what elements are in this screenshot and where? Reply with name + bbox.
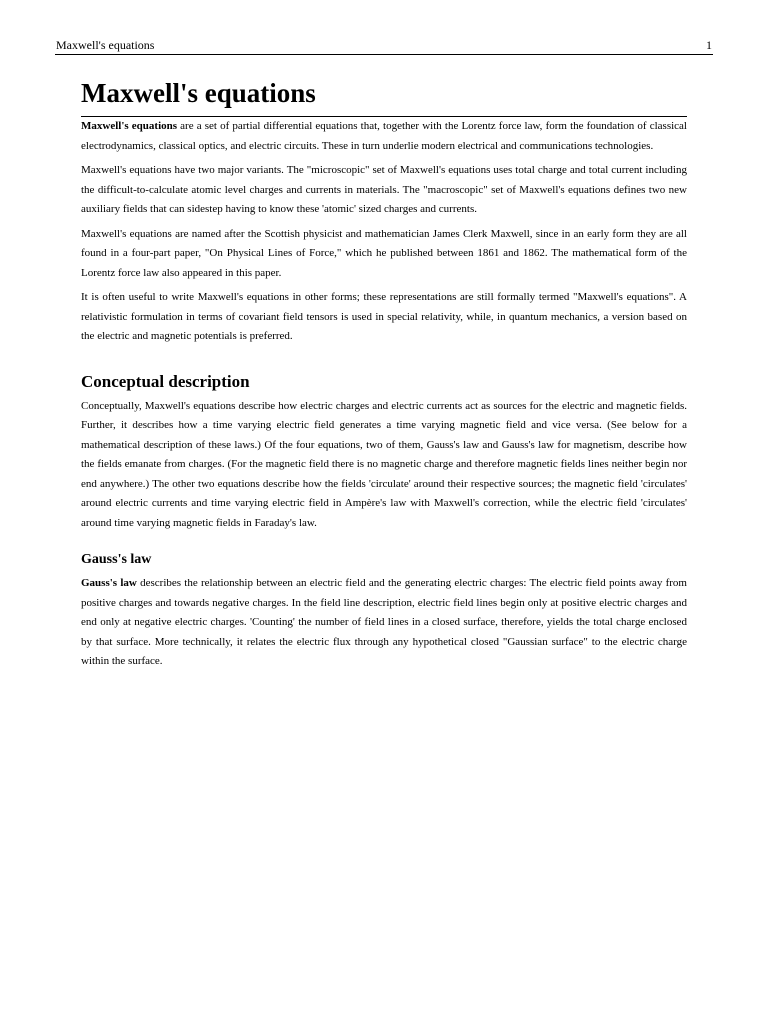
intro-paragraph-4: It is often useful to write Maxwell's equations in other forms; these representations are still formally termed "Maxwell's equations". A relativistic formulation in terms of covariant field tensors is used in special relativity, while, in quantum mechanics, a version based on the electric and magnetic potentials is preferred. [81,291,687,342]
page-number: 1 [706,38,712,52]
running-header-title: Maxwell's equations [56,38,155,52]
gauss-law-paragraph [81,574,687,672]
intro-paragraph-1 [81,117,687,156]
subsection-heading-gauss-law: Gauss's law [81,552,152,567]
running-header [55,38,713,55]
intro-lead-term: Maxwell's equations [81,120,178,132]
conceptual-description-paragraph: Conceptually, Maxwell's equations describe how electric charges and electric currents act as sources for the electric and magnetic fields. Further, it describes how a time varying electric field generates a time varying magnetic field and vice versa. (See below for a mathematical description of these laws.) Of the four equations, two of them, Gauss's law and Gauss's law for magnetism, describe how the fields emanate from charges. (For the magnetic field there is no magnetic charge and therefore magnetic fields lines neither begin nor end anywhere.) The other two equations describe how the fields 'circulate' around their respective sources; the magnetic field 'circulates' around electric currents and time varying electric field in Ampère's law with Maxwell's correction, while the electric field 'circulates' around time varying magnetic fields in Faraday's law. [81,399,687,529]
gauss-law-paragraph-text: describes the relationship between an electric field and the generating electric charges: The electric field points away from positive charges and towards negative charges. In the field line description, electric field lines begin only at positive electric charges and end only at negative electric charges. 'Counting' the number of field lines in a closed surface, therefore, yields the total charge enclosed by that surface. More technically, it relates the electric flux through any hypothetical closed "Gaussian surface" to the electric charge within the surface. [81,577,687,667]
intro-paragraph-1-text: are a set of partial differential equations that, together with the Lorentz force law, form the foundation of classical electrodynamics, classical optics, and electric circuits. These in turn underlie modern electrical and communications technologies. [81,120,687,152]
section-heading-conceptual-description: Conceptual description [81,371,250,391]
intro-paragraph-3: Maxwell's equations are named after the Scottish physicist and mathematician James Clerk Maxwell, since in an early form they are all found in a four-part paper, "On Physical Lines of Force," which he published between 1861 and 1862. The mathematical form of the Lorentz force law also appeared in this paper. [81,227,687,279]
article-body [81,76,687,677]
intro-paragraph-2: Maxwell's equations have two major variants. The "microscopic" set of Maxwell's equations uses total charge and total current including the difficult-to-calculate atomic level charges and currents in materials. The "macroscopic" set of Maxwell's equations defines two new auxiliary fields that can sidestep having to know these 'atomic' sized charges and currents. [81,164,687,215]
article-title: Maxwell's equations [81,76,687,117]
gauss-law-lead-term: Gauss's law [81,577,137,589]
